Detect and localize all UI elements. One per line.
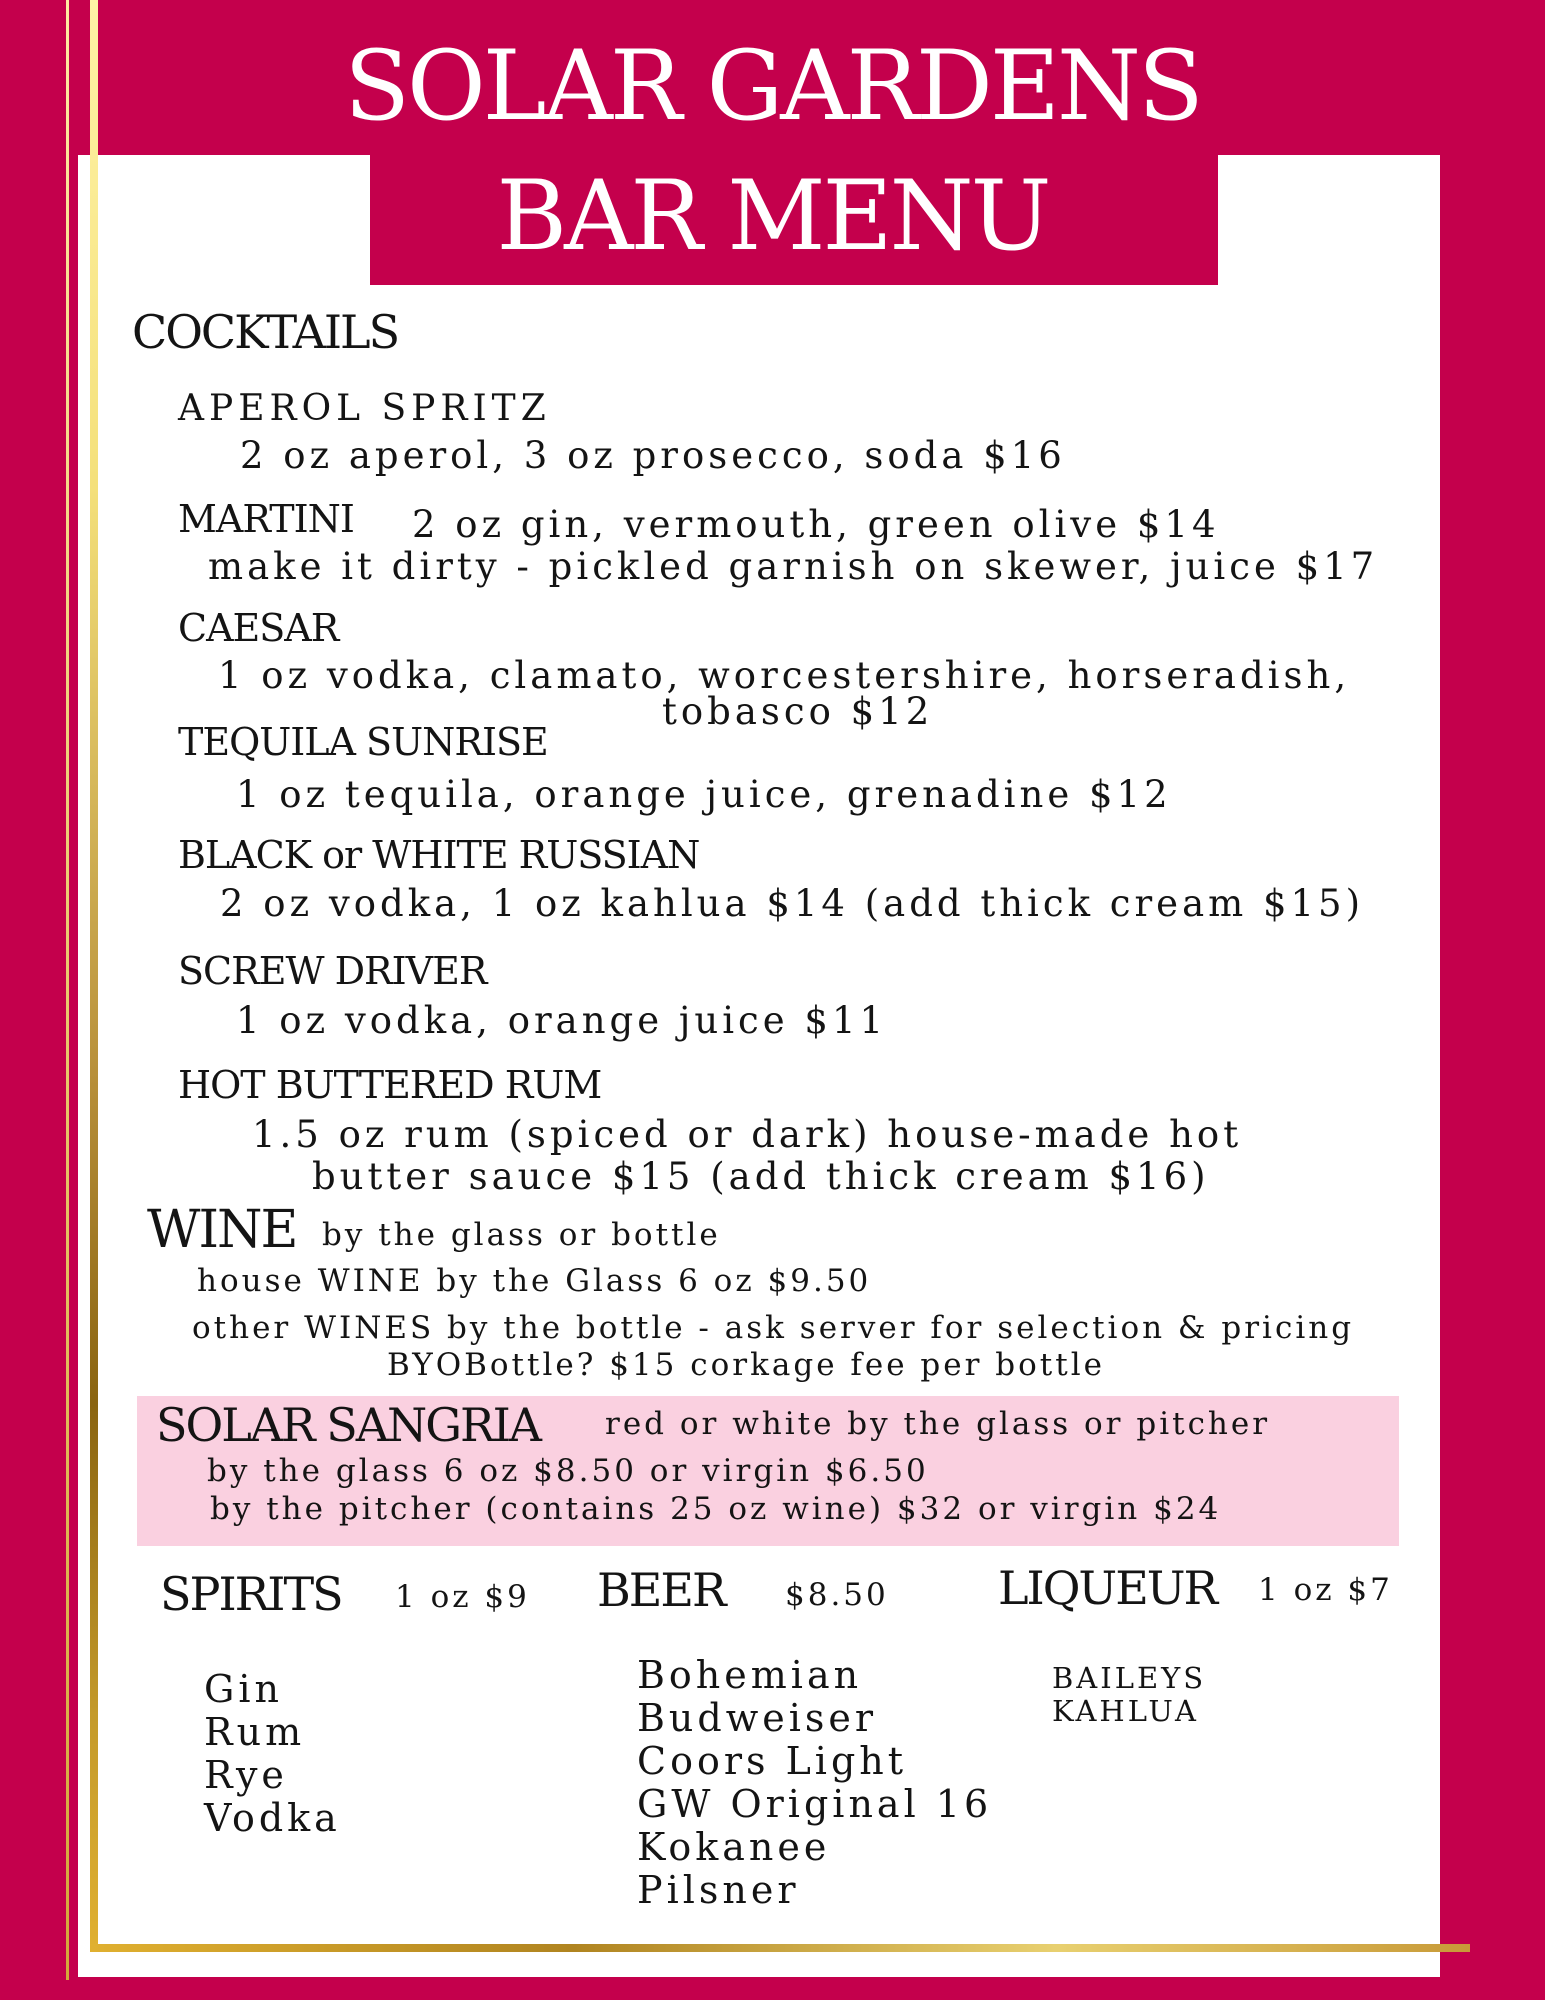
wine-line: other WINES by the bottle - ask server for selection & pricing: [192, 1310, 1355, 1346]
wine-subtitle: by the glass or bottle: [322, 1217, 721, 1253]
list-item: Pilsner: [637, 1868, 800, 1912]
list-item: BAILEYS: [1052, 1661, 1207, 1695]
cocktail-desc: 2 oz aperol, 3 oz prosecco, soda $16: [240, 434, 1066, 477]
beer-price: $8.50: [785, 1577, 889, 1613]
gold-border-left: [90, 0, 98, 1950]
liqueur-list: [1052, 1662, 1206, 1728]
cocktail-name: SCREW DRIVER: [178, 949, 487, 993]
liqueur-heading: LIQUEUR: [998, 1561, 1217, 1615]
list-item: GW Original 16: [637, 1782, 993, 1826]
list-item: Bohemian: [637, 1653, 863, 1697]
sangria-line: by the pitcher (contains 25 oz wine) $32 or virgin $24: [210, 1491, 1222, 1527]
sangria-line: by the glass 6 oz $8.50 or virgin $6.50: [207, 1453, 929, 1489]
wine-line: BYOBottle? $15 corkage fee per bottle: [387, 1347, 1105, 1383]
cocktail-name: TEQUILA SUNRISE: [178, 720, 548, 764]
cocktail-desc: 2 oz vodka, 1 oz kahlua $14 (add thick cream $15): [220, 882, 1365, 925]
list-item: Vodka: [204, 1796, 341, 1840]
sangria-subtitle: red or white by the glass or pitcher: [605, 1406, 1271, 1442]
cocktail-desc-extra: make it dirty - pickled garnish on skewer, juice $17: [208, 545, 1379, 588]
list-item: Rum: [204, 1710, 306, 1754]
cocktail-desc-extra: tobasco $12: [662, 690, 934, 733]
list-item: Coors Light: [637, 1739, 908, 1783]
cocktail-name: APEROL SPRITZ: [178, 388, 551, 429]
wine-line: house WINE by the Glass 6 oz $9.50: [197, 1263, 872, 1299]
cocktail-name: CAESAR: [178, 606, 339, 650]
cocktail-desc: 1 oz vodka, orange juice $11: [236, 999, 888, 1042]
cocktail-desc: 2 oz gin, vermouth, green olive $14: [412, 503, 1220, 546]
beer-heading: BEER: [597, 1563, 725, 1617]
cocktail-desc: 1.5 oz rum (spiced or dark) house-made hot: [252, 1113, 1243, 1156]
cocktail-desc-extra: butter sauce $15 (add thick cream $16): [312, 1155, 1210, 1198]
beer-list: [637, 1654, 992, 1912]
list-item: Kokanee: [637, 1825, 831, 1869]
list-item: Gin: [204, 1667, 283, 1711]
page-title-line1: SOLAR GARDENS: [344, 30, 1201, 142]
wine-heading: WINE: [147, 1200, 297, 1260]
cocktail-name: MARTINI: [178, 497, 354, 541]
list-item: Rye: [204, 1753, 288, 1797]
cocktails-heading: COCKTAILS: [132, 305, 399, 359]
sangria-heading: SOLAR SANGRIA: [156, 1398, 541, 1452]
spirits-heading: SPIRITS: [160, 1567, 342, 1621]
cocktail-name: HOT BUTTERED RUM: [178, 1063, 602, 1107]
cocktail-desc: 1 oz tequila, orange juice, grenadine $12: [236, 773, 1172, 816]
gold-border-bottom: [90, 1944, 1470, 1952]
liqueur-price: 1 oz $7: [1258, 1572, 1393, 1608]
page-title-line2: BAR MENU: [496, 160, 1049, 272]
list-item: Budweiser: [637, 1696, 878, 1740]
cocktail-desc: 1 oz vodka, clamato, worcestershire, horseradish,: [218, 654, 1351, 697]
list-item: KAHLUA: [1052, 1694, 1199, 1728]
spirits-price: 1 oz $9: [395, 1579, 530, 1615]
cocktail-name: BLACK or WHITE RUSSIAN: [178, 833, 700, 877]
spirits-list: [204, 1668, 341, 1840]
gold-border-thin: [66, 0, 69, 1980]
